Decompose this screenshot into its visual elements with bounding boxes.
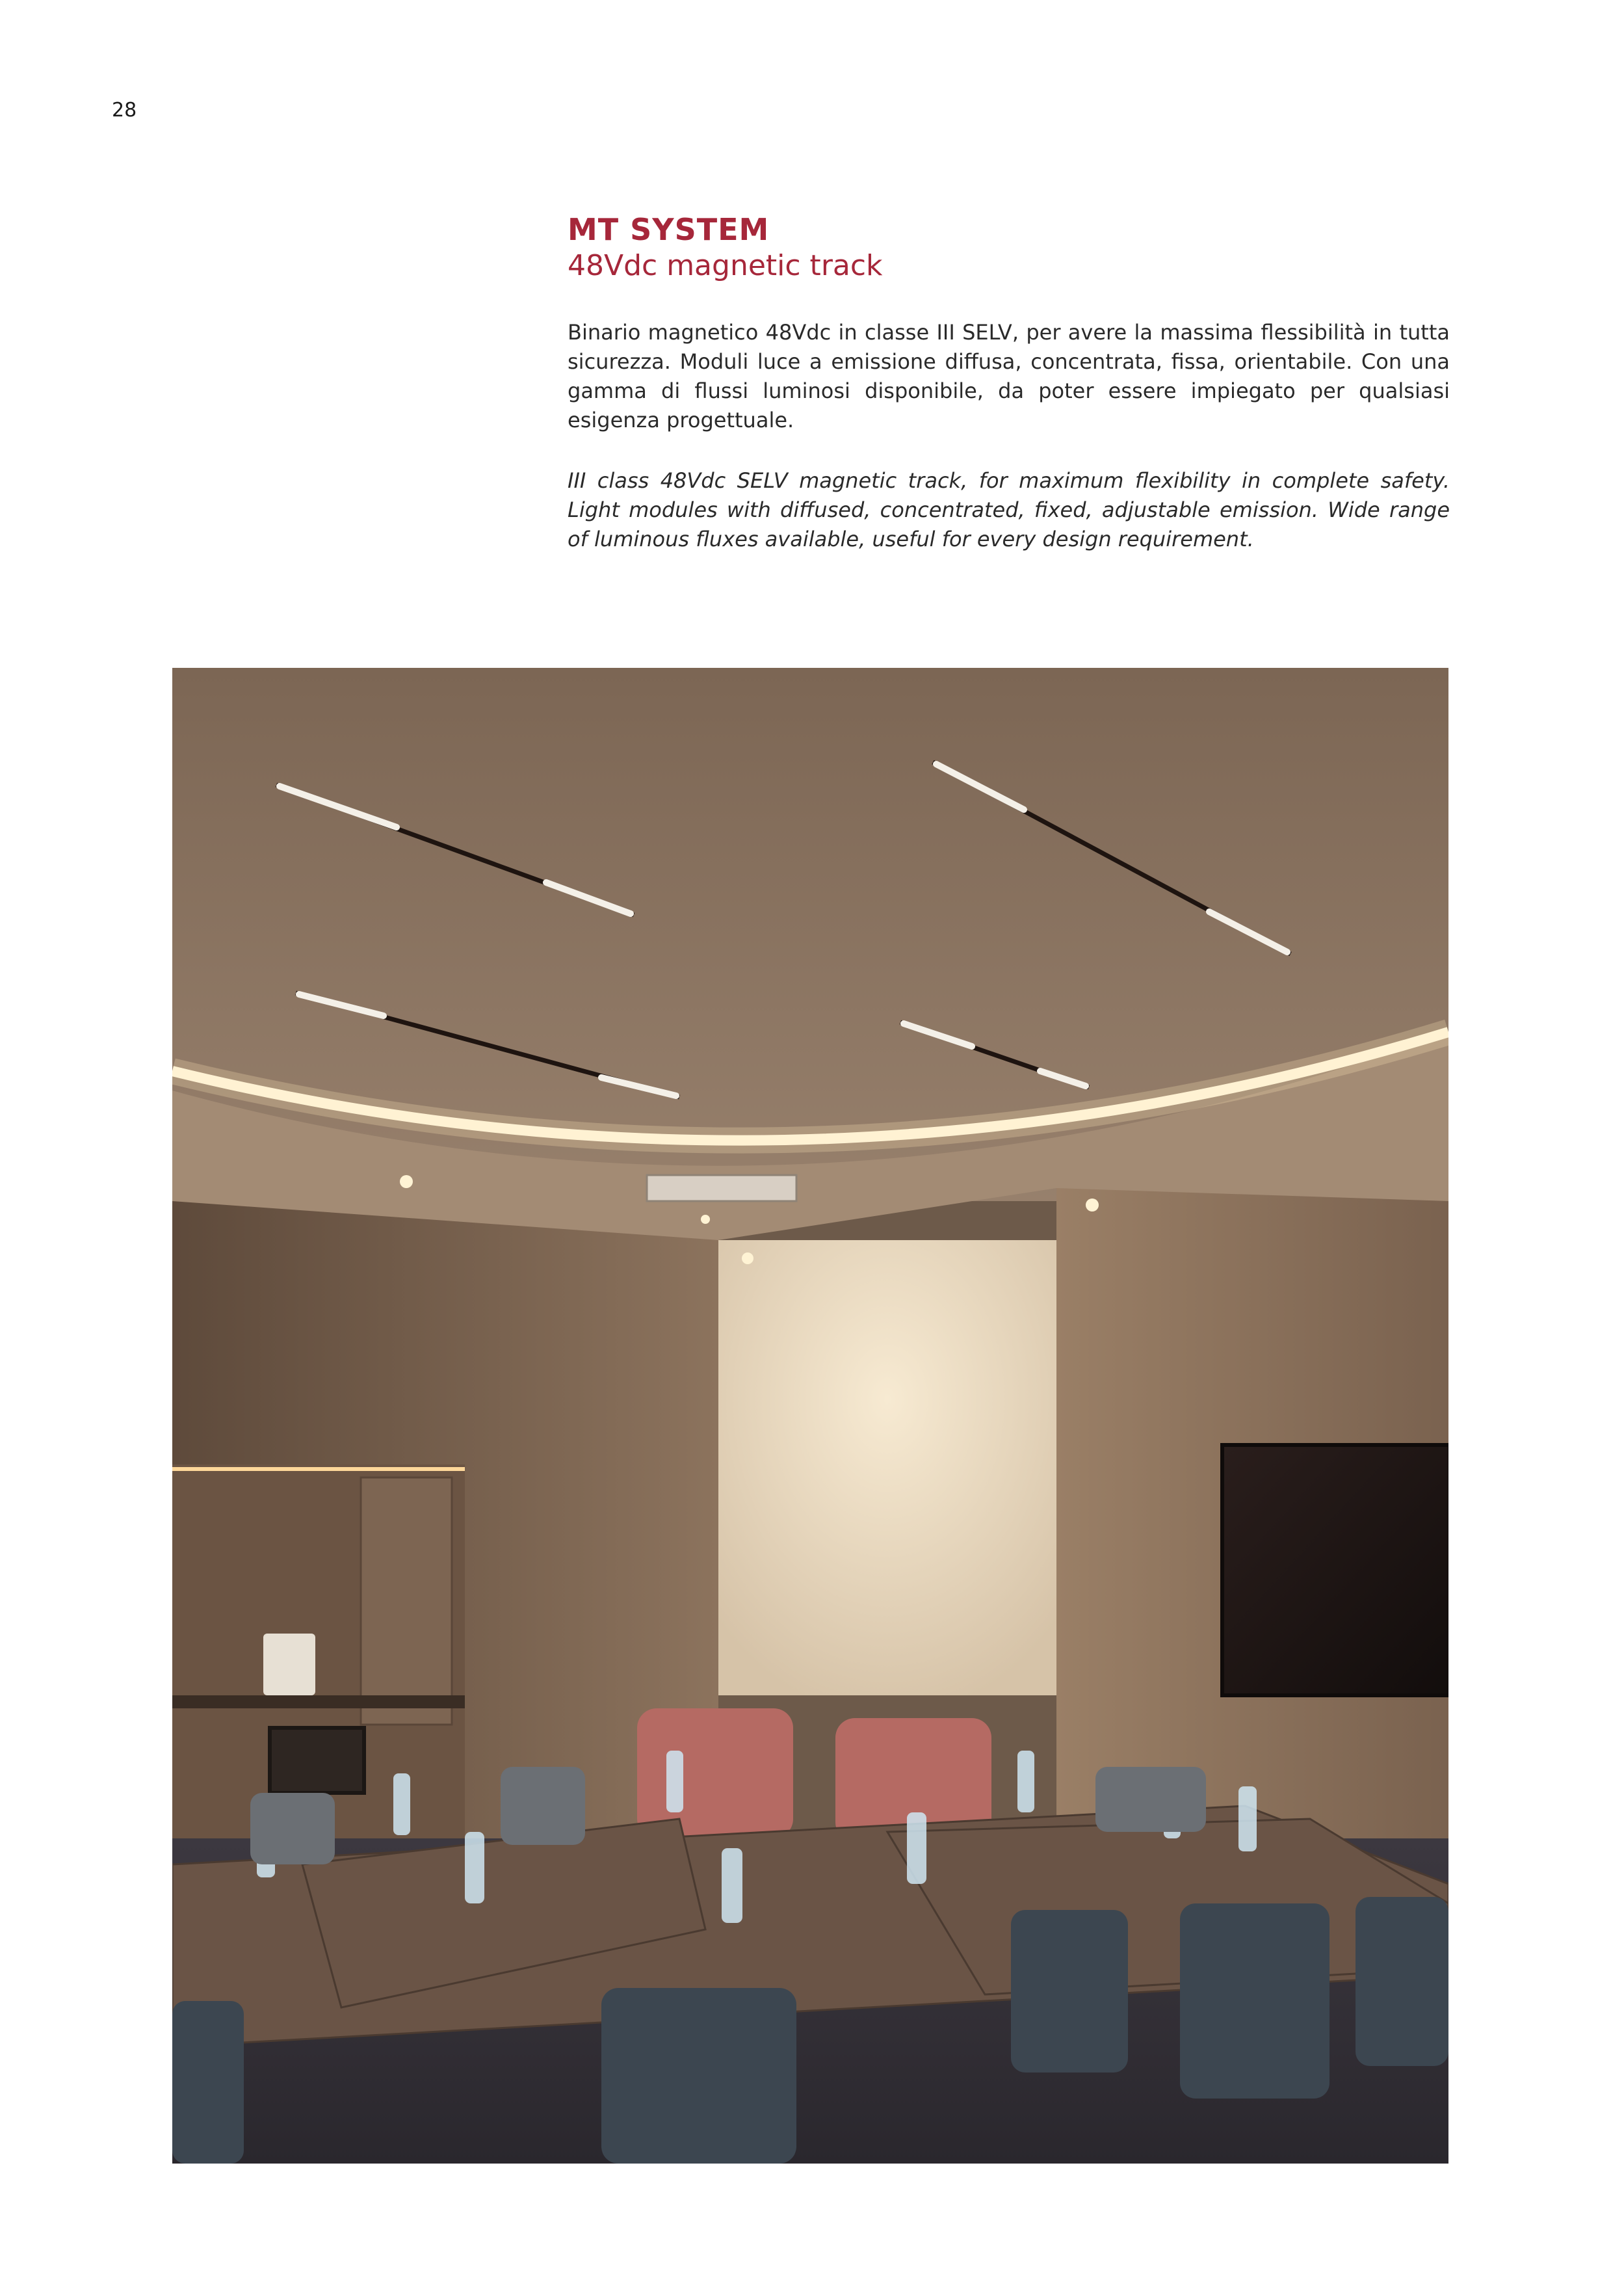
coffee-machine [263, 1634, 315, 1695]
product-title: MT SYSTEM [568, 212, 770, 247]
description-english: III class 48Vdc SELV magnetic track, for maximum flexibility in complete safety. Light modules with diffused, concentrated, fixed, adjustable emission. Wide range of luminous fluxes available, useful for every design requirement. [568, 468, 1450, 551]
description-italian: Binario magnetico 48Vdc in classe III SELV, per avere la massima flessibilità in tutta sicurezza. Moduli luce a emissione diffusa, concentrata, fissa, orientabile. Con una gamma di flussi luminosi disponibile, da poter essere impiegato per qualsiasi esigenza progettuale. [568, 320, 1450, 432]
center-wall [718, 1240, 1056, 1695]
meeting-room-photo [172, 668, 1448, 2164]
air-vent [647, 1175, 796, 1201]
oven [270, 1728, 364, 1793]
acoustic-panel [361, 1477, 452, 1725]
tv-screen [1222, 1445, 1448, 1695]
counter [172, 1695, 465, 1708]
product-subtitle: 48Vdc magnetic track [568, 249, 883, 282]
page-number: 28 [112, 99, 137, 122]
product-intro [568, 211, 1450, 585]
